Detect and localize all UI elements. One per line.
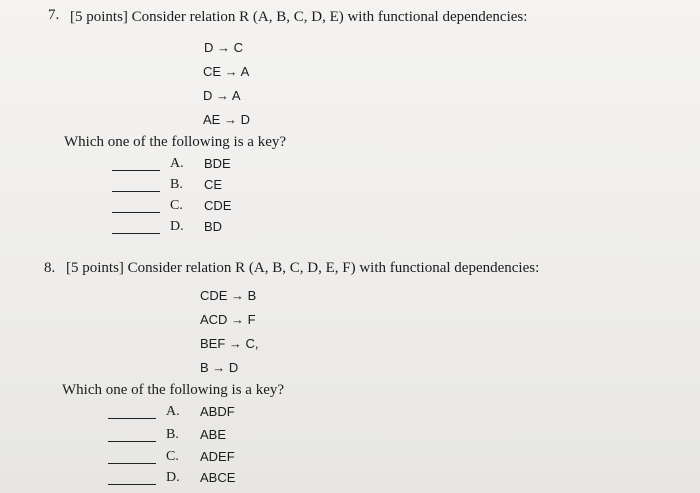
functional-dependency: D → A	[203, 88, 241, 103]
functional-dependency: D → C	[204, 40, 243, 55]
functional-dependency: CE → A	[203, 64, 250, 79]
answer-blank[interactable]	[112, 191, 160, 192]
answer-blank[interactable]	[112, 170, 160, 171]
option-letter: A.	[166, 404, 180, 419]
option-value: BD	[204, 219, 223, 234]
answer-blank[interactable]	[108, 441, 156, 442]
answer-blank[interactable]	[108, 418, 156, 419]
question-text: [5 points] Consider relation R (A, B, C, D, E) with functional dependencies:	[70, 9, 528, 25]
functional-dependency: B → D	[200, 360, 239, 375]
option-value: ABE	[200, 427, 227, 442]
question-number: 7.	[48, 7, 60, 23]
option-letter: D.	[166, 470, 180, 485]
option-value: ADEF	[200, 449, 235, 464]
option-value: ABDF	[200, 404, 235, 419]
question-prompt: Which one of the following is a key?	[62, 382, 285, 398]
question-number: 8.	[44, 260, 56, 276]
functional-dependency: ACD → F	[200, 312, 256, 327]
functional-dependency: BEF → C,	[200, 336, 259, 351]
option-letter: B.	[166, 427, 179, 442]
functional-dependency: CDE → B	[200, 288, 257, 303]
answer-blank[interactable]	[112, 212, 160, 213]
question-prompt: Which one of the following is a key?	[64, 134, 287, 150]
answer-blank[interactable]	[112, 233, 160, 234]
option-letter: A.	[170, 156, 184, 171]
option-value: CDE	[204, 198, 232, 213]
option-letter: C.	[170, 198, 183, 213]
option-value: CE	[204, 177, 223, 192]
answer-blank[interactable]	[108, 484, 156, 485]
option-value: BDE	[204, 156, 231, 171]
answer-blank[interactable]	[108, 463, 156, 464]
option-value: ABCE	[200, 470, 236, 485]
functional-dependency: AE → D	[203, 112, 250, 127]
option-letter: D.	[170, 219, 184, 234]
option-letter: C.	[166, 449, 179, 464]
option-letter: B.	[170, 177, 183, 192]
question-text: [5 points] Consider relation R (A, B, C, D, E, F) with functional dependencies:	[66, 260, 540, 276]
